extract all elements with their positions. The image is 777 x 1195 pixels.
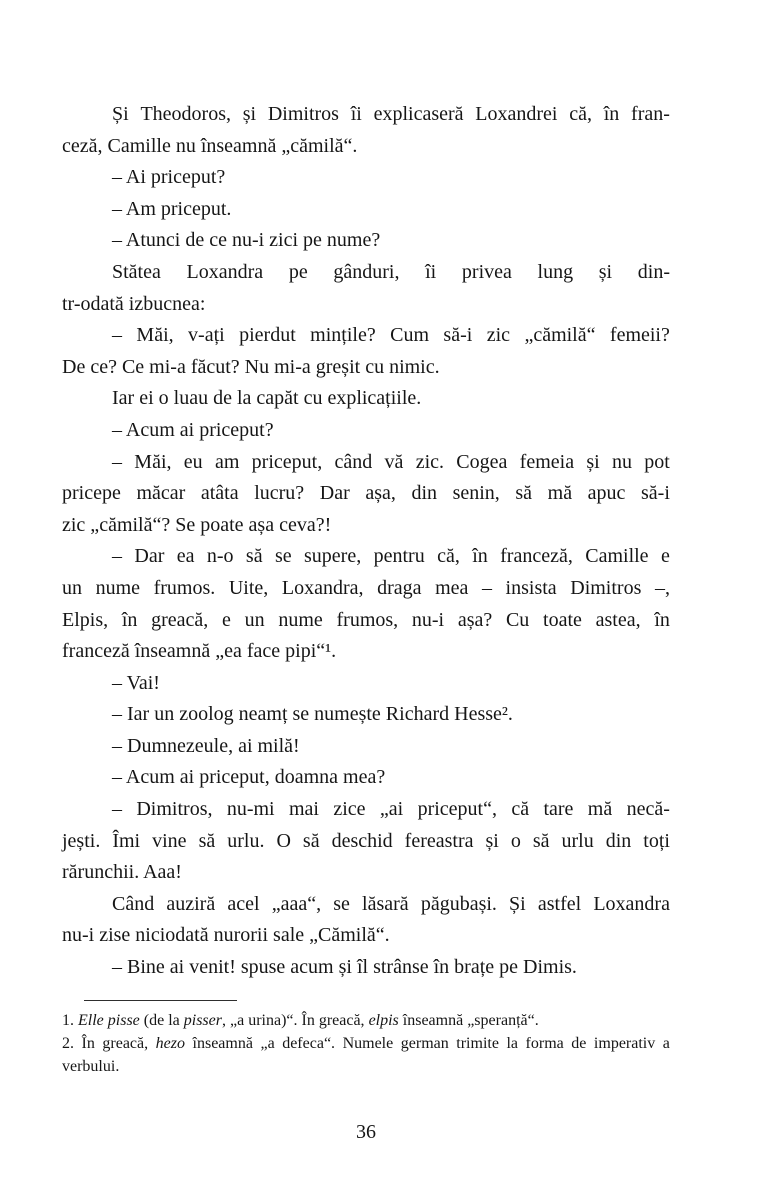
word: supere, <box>304 545 362 568</box>
word: „a <box>260 1035 275 1052</box>
word: Cu <box>505 608 530 631</box>
word: Uite, <box>228 576 269 599</box>
italic-text: elpis <box>368 1012 399 1029</box>
word: Theodoros, <box>140 103 231 125</box>
word: franceză, <box>500 545 573 568</box>
word: v-ați <box>188 324 225 347</box>
text-line <box>62 478 670 510</box>
text-line <box>62 194 670 226</box>
word: un <box>62 576 82 599</box>
word: atâta <box>200 482 239 505</box>
word: și <box>242 103 257 125</box>
text-line <box>62 289 670 321</box>
word: îi <box>425 260 437 283</box>
word: O <box>276 829 291 852</box>
word: nu-mi <box>226 798 275 821</box>
word: am <box>214 450 240 473</box>
word: acel <box>227 892 260 915</box>
word: Stătea <box>112 260 161 283</box>
word: hezo <box>155 1035 185 1052</box>
word: vine <box>152 829 187 852</box>
word: – <box>112 450 122 473</box>
text-line <box>62 99 670 131</box>
text-line <box>62 257 670 289</box>
word: priceput“, <box>417 798 497 821</box>
footnote-line <box>62 1055 670 1078</box>
text-line <box>62 541 670 573</box>
word: să <box>198 829 216 852</box>
word: mai <box>288 798 319 821</box>
word: Și <box>112 103 129 125</box>
word: mă <box>547 482 573 505</box>
word: se <box>274 545 292 568</box>
text-line <box>62 668 670 700</box>
word: insista <box>505 576 557 599</box>
word: de <box>571 1035 587 1052</box>
word: în <box>654 608 670 631</box>
word: lung <box>537 260 574 283</box>
word: Elpis, <box>62 608 109 631</box>
word: Cogea <box>456 450 508 473</box>
text-line <box>62 225 670 257</box>
text-segment: Iar ei o luau de la capăt cu explicațiile. <box>112 387 422 410</box>
word: zic <box>486 324 511 347</box>
text-segment: zic „cămilă“? Se poate așa ceva?! <box>62 513 332 536</box>
word: un <box>244 608 265 631</box>
text-segment: , „a urina)“. În greacă, <box>221 1012 369 1029</box>
text-line <box>62 605 670 637</box>
word: deschid <box>331 829 393 852</box>
word: defeca“. <box>282 1035 336 1052</box>
word: Camille <box>585 545 649 568</box>
word: nume <box>95 576 141 599</box>
word: – <box>112 545 122 568</box>
word: Loxandra <box>593 892 670 915</box>
word: pricepe <box>62 482 121 505</box>
word: frumos, <box>336 608 399 631</box>
text-line <box>62 510 670 542</box>
word: Loxandra <box>186 260 264 283</box>
word: din <box>411 482 438 505</box>
word: Cum <box>390 324 430 347</box>
word: a <box>662 1035 670 1052</box>
word: să <box>245 545 263 568</box>
text-line <box>62 857 670 889</box>
word: mea <box>435 576 469 599</box>
word: explicaseră <box>373 103 464 125</box>
word: Dar <box>319 482 350 505</box>
footnotes <box>62 1009 670 1078</box>
footnote-line <box>62 1032 670 1055</box>
word: nu-i <box>411 608 445 631</box>
word: când <box>334 450 373 473</box>
word: Dar <box>134 545 165 568</box>
word: și <box>586 450 600 473</box>
word: și <box>598 260 613 283</box>
footnote-line <box>62 1009 670 1032</box>
text-segment: – Bine ai venit! spuse acum și îl strânse în brațe pe Dimis. <box>112 956 577 979</box>
text-segment: verbului. <box>62 1058 120 1075</box>
text-line <box>62 889 670 921</box>
word: „aaa“, <box>271 892 322 915</box>
word: senin, <box>452 482 500 505</box>
word: pierdut <box>239 324 296 347</box>
text-segment: De ce? Ce mi-a făcut? Nu mi-a greșit cu nimic. <box>62 355 440 378</box>
word: la <box>506 1035 519 1052</box>
word: o <box>510 829 521 852</box>
text-segment: – Ai priceput? <box>112 166 226 189</box>
text-segment: rărunchii. Aaa! <box>62 861 182 884</box>
word: german <box>400 1035 449 1052</box>
text-segment: – Atunci de ce nu-i zici pe nume? <box>112 229 381 252</box>
word: apuc <box>587 482 626 505</box>
word: în <box>121 608 138 631</box>
word: n-o <box>206 545 234 568</box>
word: Loxandrei <box>475 103 558 125</box>
text-line <box>62 131 670 163</box>
word: Dimitros <box>267 103 339 125</box>
text-segment: franceză înseamnă „ea face pipi“¹. <box>62 640 337 663</box>
word: așa, <box>365 482 396 505</box>
word: nu <box>611 450 632 473</box>
word: din- <box>637 260 670 283</box>
word: păgubași. <box>420 892 497 915</box>
text-line <box>62 447 670 479</box>
text-segment: – Am priceput. <box>112 197 232 220</box>
text-line <box>62 920 670 952</box>
word: – <box>112 324 122 347</box>
word: „cămilă“ <box>524 324 596 347</box>
word: frumos. <box>153 576 216 599</box>
word: să-i <box>443 324 473 347</box>
word: toți <box>643 829 670 852</box>
text-segment: – Dumnezeule, ai milă! <box>112 734 300 757</box>
text-line <box>62 731 670 763</box>
word: e <box>660 545 670 568</box>
word: mă <box>587 798 613 821</box>
word: necă- <box>626 798 670 821</box>
text-segment: ceză, Camille nu înseamnă „cămilă“. <box>62 134 358 157</box>
word: femeia <box>519 450 575 473</box>
word: Dimitros <box>570 576 642 599</box>
word: înseamnă <box>192 1035 253 1052</box>
body-text <box>62 99 670 984</box>
text-line <box>62 352 670 384</box>
word: Măi, <box>136 324 174 347</box>
word: trimite <box>456 1035 499 1052</box>
word: toate <box>543 608 582 631</box>
word: din <box>605 829 632 852</box>
word: mințile? <box>310 324 376 347</box>
italic-text: pisser <box>183 1012 222 1029</box>
word: priceput, <box>251 450 323 473</box>
text-segment: 1. <box>62 1012 78 1029</box>
word: „ai <box>379 798 404 821</box>
word: auziră <box>166 892 216 915</box>
word: pentru <box>373 545 425 568</box>
word: măcar <box>136 482 186 505</box>
word: 2. <box>62 1035 74 1052</box>
word: urlu <box>561 829 594 852</box>
italic-text: Elle pisse <box>78 1012 140 1029</box>
word: tare <box>543 798 574 821</box>
word: că, <box>569 103 592 125</box>
word: femeii? <box>609 324 670 347</box>
word: eu <box>183 450 203 473</box>
word: Îmi <box>112 829 141 852</box>
word: să <box>515 482 533 505</box>
word: astfel <box>537 892 582 915</box>
word: –, <box>654 576 670 599</box>
word: ea <box>176 545 195 568</box>
word: îi <box>350 103 362 125</box>
text-line <box>62 699 670 731</box>
text-line <box>62 952 670 984</box>
word: că <box>511 798 530 821</box>
word: în <box>603 103 620 125</box>
word: să-i <box>641 482 670 505</box>
text-segment: nu-i zise niciodată nurorii sale „Cămilă“. <box>62 924 390 947</box>
text-line <box>62 162 670 194</box>
word: draga <box>377 576 422 599</box>
word: zic. <box>415 450 445 473</box>
word: forma <box>525 1035 564 1052</box>
word: gânduri, <box>333 260 400 283</box>
word: în <box>472 545 488 568</box>
word: fereastra <box>404 829 474 852</box>
text-line <box>62 383 670 415</box>
text-line <box>62 794 670 826</box>
word: așa? <box>457 608 493 631</box>
text-segment: – Vai! <box>112 671 160 694</box>
text-line <box>62 636 670 668</box>
footnote-separator-rule <box>84 1000 237 1001</box>
word: zice <box>333 798 366 821</box>
word: se <box>333 892 350 915</box>
word: jești. <box>62 829 101 852</box>
word: pot <box>644 450 670 473</box>
word: greacă, <box>102 1035 149 1052</box>
word: În <box>81 1035 95 1052</box>
text-segment: tr-odată izbucnea: <box>62 292 206 315</box>
word: să <box>302 829 320 852</box>
word: Numele <box>342 1035 394 1052</box>
word: – <box>481 576 492 599</box>
text-segment: (de la <box>139 1012 184 1029</box>
text-segment: – Iar un zoolog neamț se numește Richard Hesse². <box>112 703 513 726</box>
word: să <box>532 829 550 852</box>
word: fran- <box>631 103 670 125</box>
word: că, <box>437 545 460 568</box>
word: e <box>222 608 231 631</box>
word: vă <box>384 450 404 473</box>
word: astea, <box>595 608 641 631</box>
word: lăsară <box>362 892 409 915</box>
word: greacă, <box>151 608 209 631</box>
word: Când <box>112 892 155 915</box>
text-segment: înseamnă „speranță“. <box>398 1012 539 1029</box>
page-number: 36 <box>356 1121 376 1143</box>
word: Și <box>509 892 526 915</box>
word: urlu. <box>227 829 265 852</box>
text-line <box>62 320 670 352</box>
word: Măi, <box>134 450 172 473</box>
text-line <box>62 826 670 858</box>
text-line <box>62 762 670 794</box>
text-line <box>62 573 670 605</box>
word: pe <box>288 260 308 283</box>
word: și <box>485 829 499 852</box>
word: nume <box>278 608 323 631</box>
text-segment: – Acum ai priceput? <box>112 418 274 441</box>
text-segment: – Acum ai priceput, doamna mea? <box>112 766 386 789</box>
word: Loxandra, <box>281 576 364 599</box>
word: – <box>112 798 122 821</box>
word: lucru? <box>254 482 305 505</box>
word: imperativ <box>593 1035 656 1052</box>
word: Dimitros, <box>136 798 213 821</box>
word: privea <box>461 260 512 283</box>
text-line <box>62 415 670 447</box>
